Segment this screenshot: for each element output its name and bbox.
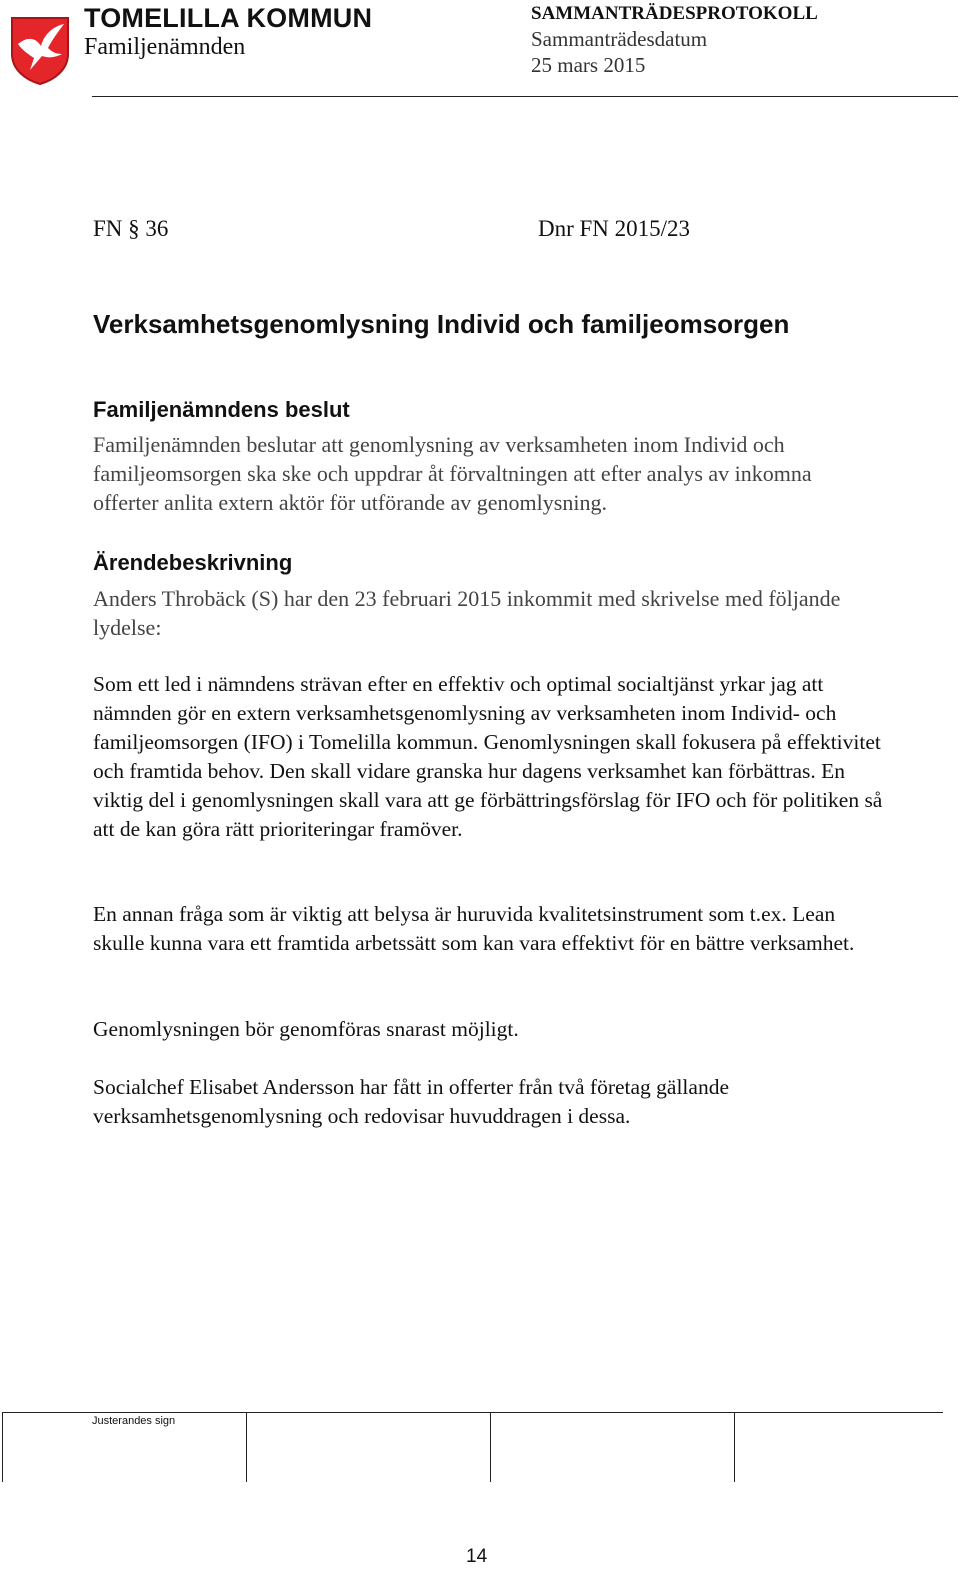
header-divider — [92, 96, 958, 97]
page-number: 14 — [466, 1546, 488, 1567]
signature-cell-divider — [734, 1412, 735, 1482]
signature-cell-divider — [490, 1412, 491, 1482]
diary-number: Dnr FN 2015/23 — [538, 216, 691, 241]
description-intro: Anders Throbäck (S) har den 23 februari 2015 inkommit med skrivelse med följande lydelse: — [93, 586, 841, 640]
section-number: FN § 36 — [93, 216, 169, 241]
decision-heading: Familjenämndens beslut — [93, 397, 350, 422]
signature-cell-divider — [246, 1412, 247, 1482]
quote-paragraph: Som ett led i nämndens strävan efter en effektiv och optimal socialtjänst yrkar jag att nämnden gör en extern verksamhetsgenomlysning av verksamheten inom Individ- och familjeomsorgen (IFO) i Tomelilla kommun. Genomlysningen skall fokusera på effektivitet och framtida behov. Den skall vidare granska hur dagens verksamhet kan förbättras. En viktig del i genomlysningen skall vara att ge förbättringsförslag för IFO och för politiken så att de kan göra rätt prioriteringar framöver. — [93, 672, 883, 841]
signature-label: Justerandes sign — [92, 1415, 176, 1427]
description-heading: Ärendebeskrivning — [93, 550, 293, 575]
signature-cell-divider — [2, 1412, 3, 1482]
meeting-date-label: Sammanträdesdatum — [531, 27, 708, 51]
committee-name: Familjenämnden — [84, 34, 246, 60]
protocol-title: SAMMANTRÄDESPROTOKOLL — [531, 3, 818, 24]
decision-text: Familjenämnden beslutar att genomlysning av verksamheten inom Individ och familjeomsorgen ska ske och uppdrar åt förvaltningen att efter analys av inkomna offerter anlita extern aktör för utförande av genomlysning. — [93, 432, 812, 515]
quote-paragraph: Genomlysningen bör genomföras snarast möjligt. — [93, 1017, 519, 1041]
document-title: Verksamhetsgenomlysning Individ och familjeomsorgen — [93, 309, 790, 339]
organization-name: TOMELILLA KOMMUN — [84, 3, 373, 33]
coat-of-arms-icon — [8, 14, 72, 86]
meeting-date-value: 25 mars 2015 — [531, 53, 646, 77]
quote-paragraph: En annan fråga som är viktig att belysa är huruvida kvalitetsinstrument som t.ex. Lean skulle kunna vara ett framtida arbetssätt som kan vara effektivt för en bättre verksamhet. — [93, 902, 855, 955]
closing-paragraph: Socialchef Elisabet Andersson har fått in offerter från två företag gällande verksamhetsgenomlysning och redovisar huvuddragen i dessa. — [93, 1075, 729, 1128]
signature-table-top-border — [2, 1412, 943, 1413]
